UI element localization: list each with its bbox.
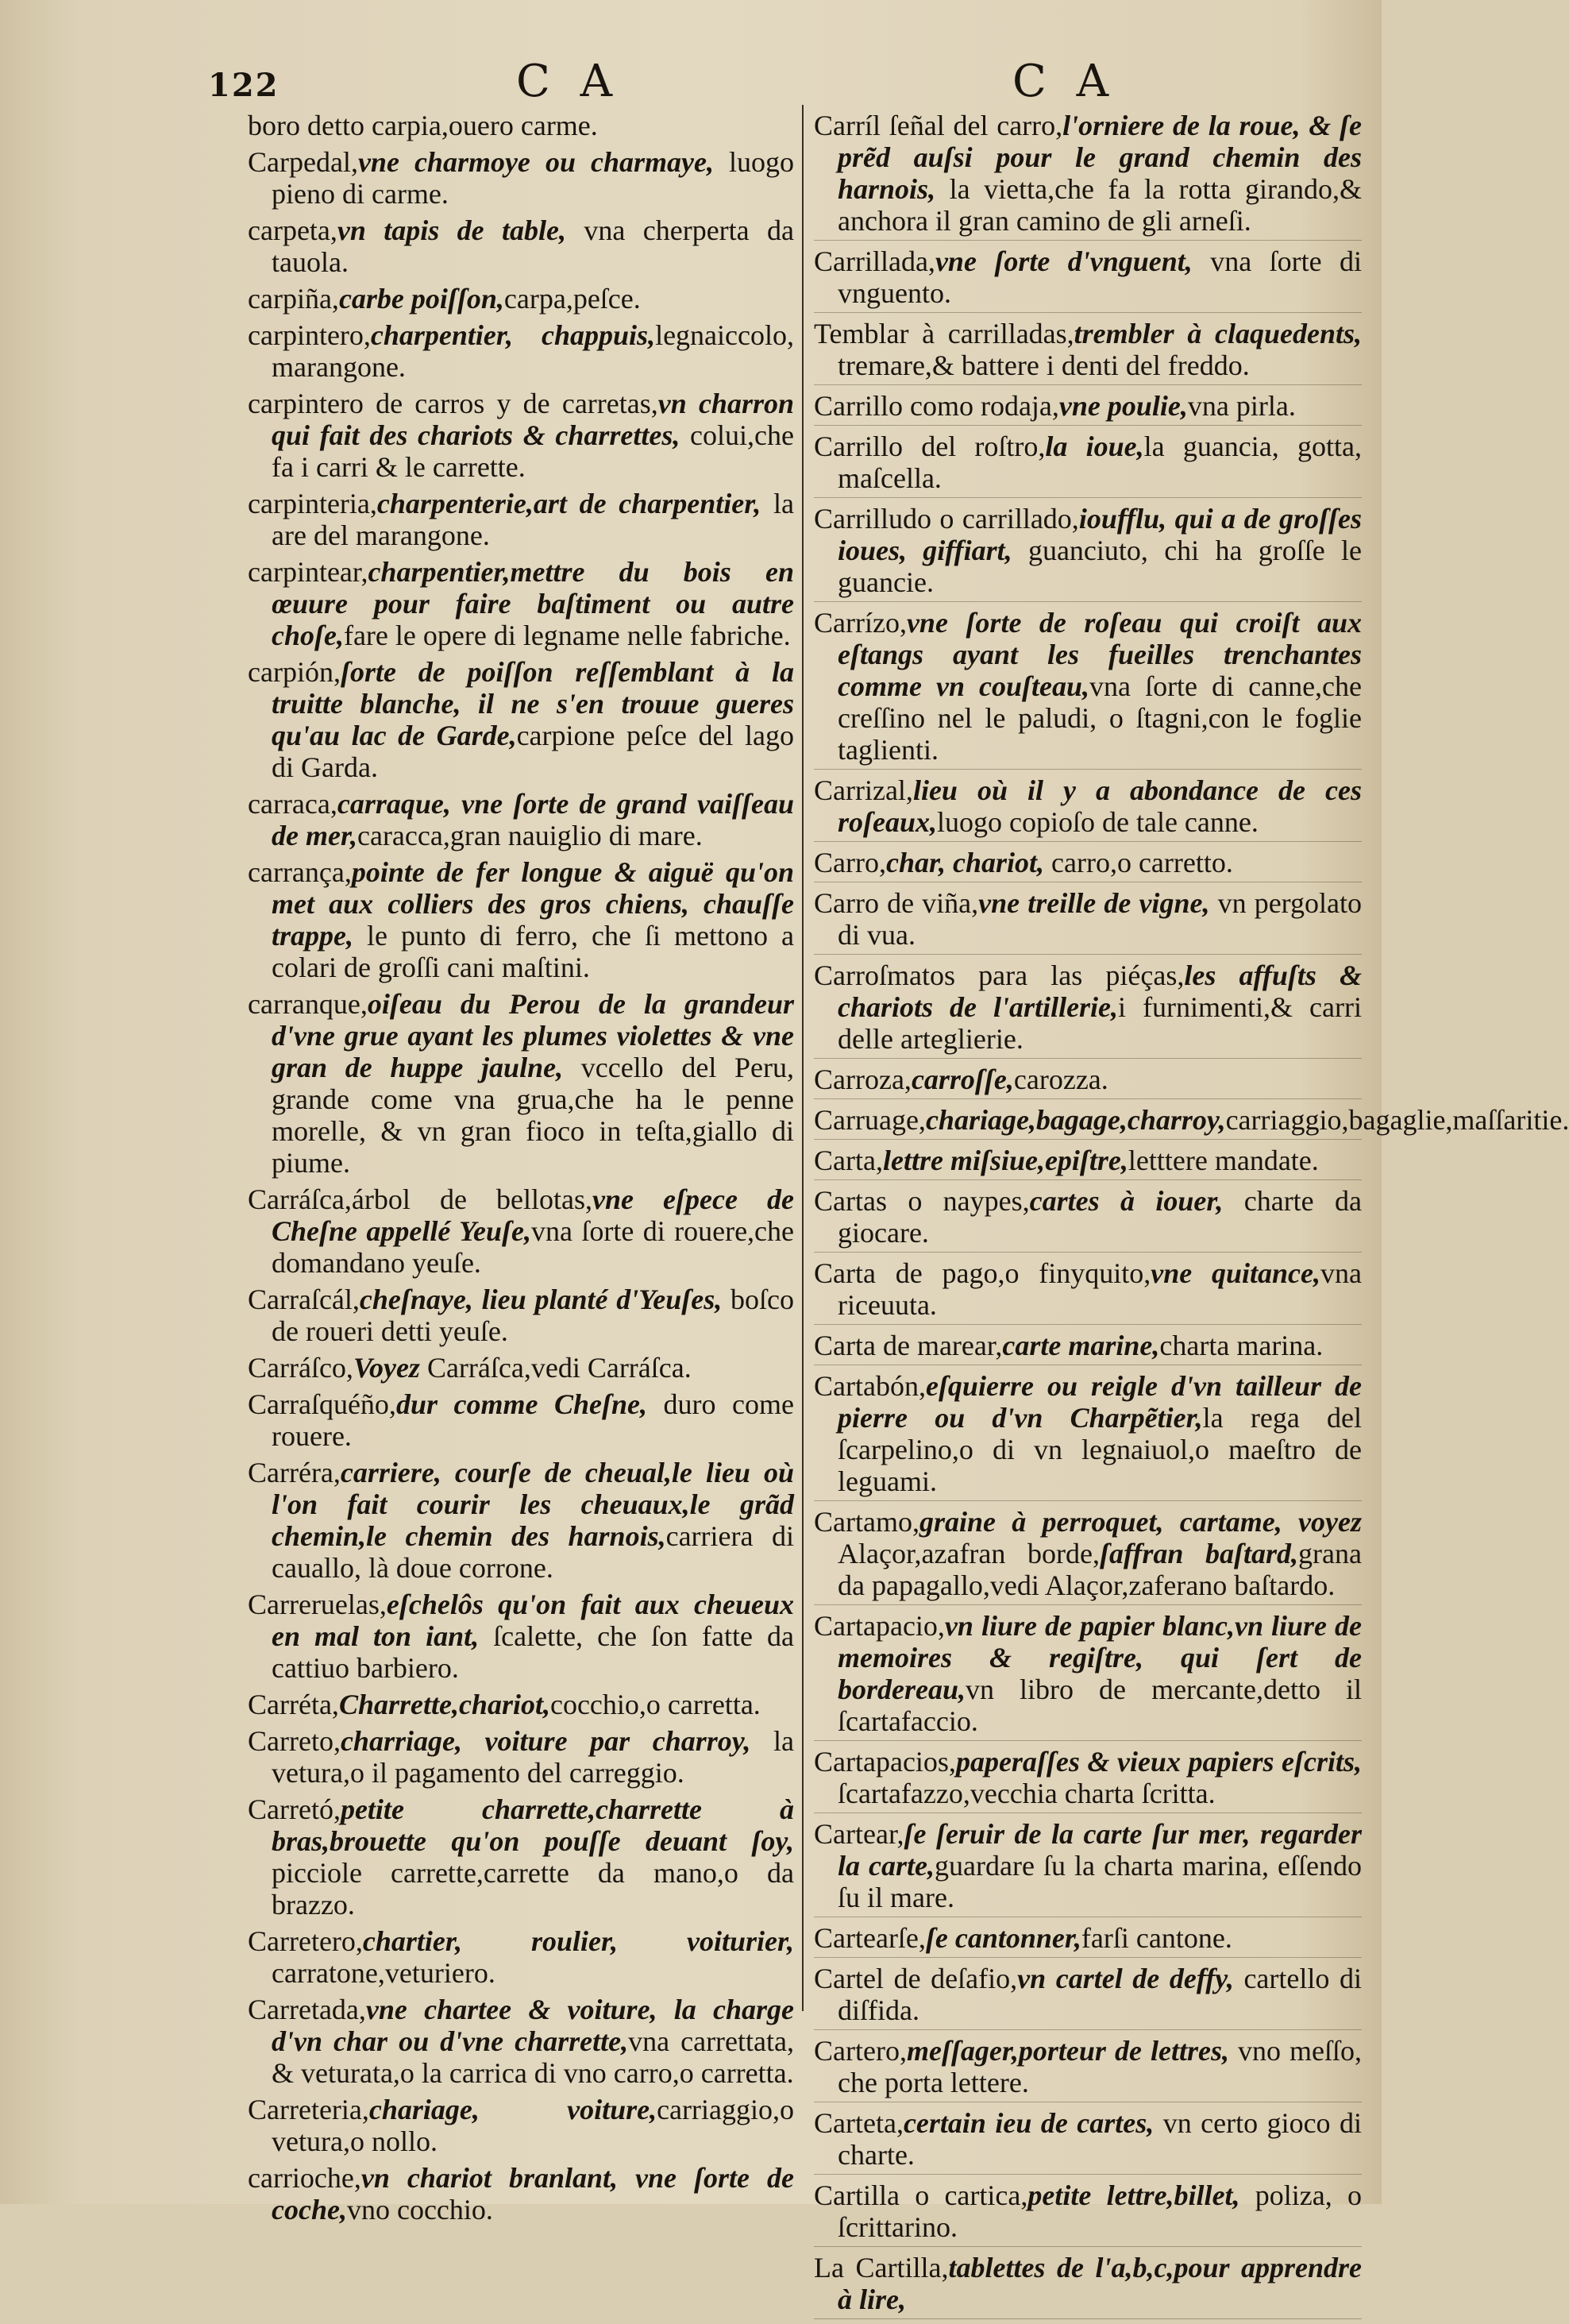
entry-french: Voyez (353, 1352, 420, 1384)
entry-french: vne eſpece de Cheſne appellé Yeuſe, (272, 1183, 794, 1247)
entry-italian: vna pirla. (1187, 390, 1296, 422)
dictionary-entry (248, 488, 794, 551)
entry-french: certain ieu de cartes, (903, 2107, 1155, 2139)
entry-italian: poliza, o ſcrittarino. (838, 2179, 1363, 2243)
entry-headword: Carta de marear, (814, 1330, 1003, 1361)
entry-headword: Cartel de deſafio, (814, 1963, 1018, 1994)
entry-headword: carpión, (248, 656, 341, 688)
entry-headword: Carreto, (248, 1725, 341, 1757)
dictionary-entry (814, 503, 1362, 602)
dictionary-entry (814, 1330, 1362, 1365)
entry-italian: letttere mandate. (1128, 1145, 1319, 1176)
entry-french: ioufflu, qui a de groſſes ioues, giffiart, (838, 503, 1362, 566)
dictionary-entry (248, 388, 794, 483)
entry-headword: Carrillo del roſtro, (814, 430, 1046, 462)
dictionary-entry (248, 2162, 794, 2226)
entry-headword: Carruage, (814, 1104, 926, 1136)
entry-french: lettre miſsiue,epiſtre, (882, 1145, 1128, 1176)
entry-italian: vn pergolato di vua. (838, 887, 1362, 951)
dictionary-entry (814, 110, 1362, 241)
entry-french: la ioue, (1045, 430, 1144, 462)
dictionary-entry (248, 856, 794, 983)
entry-italian: Carráſca,vedi Carráſca. (419, 1352, 692, 1384)
dictionary-entry (814, 847, 1362, 882)
entry-italian: vno cocchio. (346, 2194, 493, 2226)
entry-italian: la rega del ſcarpelino,o di vn legnaiuol,o maeſtro de leguami. (838, 1402, 1363, 1497)
entry-italian: guanciuto, chi ha groſſe le guancie. (838, 535, 1362, 598)
dictionary-entry (248, 1183, 794, 1279)
running-head-right: C A (1012, 56, 1117, 107)
entry-italian: vna ſorte di canne,che creſſino nel le paludi, o ſtagni,con le foglie taglienti. (838, 670, 1363, 766)
entry-italian: charta marina. (1159, 1330, 1324, 1361)
entry-italian: ſcartafazzo,vecchia charta ſcritta. (838, 1778, 1216, 1809)
entry-headword: carpintero de carros y de carretas, (248, 388, 658, 419)
entry-headword: Carraſquéño, (248, 1388, 396, 1420)
dictionary-entry (814, 1104, 1569, 1140)
entry-italian: cartello di diſfida. (838, 1963, 1362, 2026)
dictionary-entry (248, 2094, 794, 2157)
entry-italian: la vietta,che fa la rotta girando,& anchora il gran camino de gli arneſi. (838, 173, 1362, 237)
entry-italian: legnaiccolo, marangone. (272, 319, 794, 383)
entry-italian: picciole carrette,carrette da mano,o da brazzo. (272, 1857, 794, 1921)
entry-headword: Carríl ſeñal del carro, (814, 110, 1063, 141)
entry-italian: vna ſorte di vnguento. (838, 245, 1363, 309)
entry-french: dur comme Cheſne, (395, 1388, 647, 1420)
entry-french: carte marine, (1002, 1330, 1160, 1361)
entry-headword: Carretó, (248, 1793, 341, 1825)
entry-french: chartier, roulier, voiturier, (362, 1925, 794, 1957)
entry-headword: Cartas o naypes, (814, 1185, 1030, 1217)
entry-italian: la are del marangone. (272, 488, 794, 551)
dictionary-entry (248, 1457, 794, 1584)
dictionary-entry (814, 1818, 1362, 1917)
dictionary-entry (248, 1925, 794, 1989)
dictionary-entry (814, 1185, 1362, 1253)
dictionary-entry (814, 318, 1362, 385)
entry-french: vn tapis de table, (337, 214, 567, 246)
entry-french: paperaſſes & vieux papiers eſcrits, (955, 1746, 1362, 1778)
entry-headword: La Cartilla, (814, 2252, 949, 2283)
entry-italian: vno meſſo, che porta lettere. (838, 2035, 1362, 2098)
entry-italian: guardare ſu la charta marina, eſſendo ſu il mare. (838, 1850, 1362, 1913)
entry-french: vne treille de vigne, (978, 887, 1210, 919)
entry-french: charriage, voiture par charroy, (340, 1725, 751, 1757)
entry-italian: charte da giocare. (838, 1185, 1362, 1249)
entry-headword: carpeta, (248, 214, 337, 246)
entry-headword: carpinteria, (248, 488, 377, 519)
dictionary-entry (248, 283, 794, 315)
entry-italian: i furnimenti,& carri delle arteglierie. (838, 991, 1362, 1055)
entry-italian: carratone,veturiero. (272, 1957, 495, 1989)
page-header (0, 56, 1382, 111)
entry-french: vne poulie, (1058, 390, 1188, 422)
entry-headword: carranque, (248, 988, 368, 1020)
entry-italian: caracca,gran nauiglio di mare. (357, 820, 703, 851)
entry-italian: carpa,peſce. (503, 283, 641, 315)
entry-headword: Carta de pago,o finyquito, (814, 1257, 1151, 1289)
dictionary-entry (814, 245, 1362, 313)
entry-italian: cocchio,o carretta. (549, 1689, 761, 1720)
entry-italian: vn libro de mercante,detto il ſcartafaccio. (838, 1674, 1362, 1737)
dictionary-entry (814, 1963, 1362, 2030)
dictionary-entry (248, 1352, 794, 1384)
entry-headword: Cartero, (814, 2035, 907, 2067)
entry-french: eſquierre ou reigle d'vn tailleur de pierre ou d'vn Charpẽtier, (838, 1370, 1362, 1434)
dictionary-entry (814, 1506, 1362, 1605)
entry-french: tablettes de l'a,b,c,pour apprendre à lire, (838, 2252, 1363, 2315)
dictionary-entry (248, 788, 794, 851)
dictionary-entry (248, 988, 794, 1179)
entry-french: meſſager,porteur de lettres, (906, 2035, 1229, 2067)
dictionary-entry (248, 1994, 794, 2089)
dictionary-entry (814, 390, 1362, 426)
entry-headword: Cartilla o cartica, (814, 2179, 1028, 2211)
entry-french: carriere, courſe de cheual,le lieu où l'on fait courir les cheuaux,le grãd chemin,le chemin des harnois, (272, 1457, 794, 1552)
entry-french: vn charron qui fait des chariots & charrettes, (272, 388, 794, 451)
entry-italian: vna riceuuta. (838, 1257, 1362, 1321)
entry-headword: Cartapacios, (814, 1746, 956, 1778)
dictionary-entry (814, 1610, 1362, 1741)
dictionary-entry (248, 1284, 794, 1347)
column-divider (802, 105, 804, 2011)
entry-french: cartes à iouer, (1029, 1185, 1224, 1217)
dictionary-entry (248, 214, 794, 278)
entry-french: carroſſe, (911, 1064, 1014, 1095)
entry-italian: carriaggio,o vetura,o nollo. (272, 2094, 794, 2157)
dictionary-entry (814, 1370, 1362, 1501)
entry-french: ſe cantonner, (925, 1922, 1081, 1954)
entry-headword: Cartapacio, (814, 1610, 945, 1642)
entry-headword: Carréra, (248, 1457, 341, 1488)
entry-headword: Temblar à carrilladas, (814, 318, 1074, 349)
entry-headword: Carro de viña, (814, 887, 979, 919)
entry-italian: vna ſorte di rouere,che domandano yeuſe. (272, 1215, 794, 1279)
entry-headword: carpiña, (248, 283, 339, 315)
entry-french: cheſnaye, lieu planté d'Yeuſes, (359, 1284, 723, 1315)
entry-headword: Carro, (814, 847, 886, 878)
entry-french: graine à perroquet, cartame, voyez (919, 1506, 1362, 1538)
entry-french: charpenterie,art de charpentier, (376, 488, 761, 519)
entry-headword: carpintero, (248, 319, 371, 351)
entry-french: petite charrette,charrette à bras,brouette qu'on pouſſe deuant ſoy, (272, 1793, 794, 1857)
entry-italian: fare le opere di legname nelle fabriche. (343, 620, 791, 651)
entry-french: pointe de fer longue & aiguë qu'on met aux colliers des gros chiens, chauſſe trappe, (272, 856, 794, 952)
entry-italian: luogo pieno di carme. (272, 146, 794, 210)
entry-french: vn liure de papier blanc,vn liure de memoires & regiſtre, qui ſert de bordereau, (838, 1610, 1362, 1705)
entry-italian: luogo copioſo de tale canne. (937, 806, 1259, 838)
entry-italian: carriera di cauallo, là doue corrone. (272, 1520, 794, 1584)
dictionary-entry (814, 607, 1362, 770)
entry-headword: Carroſmatos para las piéças, (814, 959, 1185, 991)
entry-french: Charrette,chariot, (338, 1689, 550, 1720)
entry-italian: Alaçor,azafran borde, (838, 1538, 1101, 1569)
entry-headword: Cartamo, (814, 1506, 919, 1538)
page-number: 122 (208, 67, 279, 104)
entry-french: charpentier, chappuis, (370, 319, 656, 351)
entry-french: ſaffran baſtard, (1100, 1538, 1299, 1569)
entry-headword: Carráſco, (248, 1352, 353, 1384)
dictionary-entry (814, 2107, 1362, 2175)
entry-italian: farſi cantone. (1081, 1922, 1232, 1954)
right-column (814, 110, 1569, 2324)
entry-italian: vna cherperta da tauola. (272, 214, 794, 278)
entry-headword: Cartearſe, (814, 1922, 926, 1954)
entry-french: vne quitance, (1151, 1257, 1321, 1289)
entry-italian: árbol de bellotas, (351, 1183, 592, 1215)
entry-french: carbe poiſſon, (338, 283, 504, 315)
dictionary-entry (814, 887, 1362, 955)
dictionary-entry (248, 146, 794, 210)
entry-headword: Carrízo, (814, 607, 907, 639)
entry-italian: vna carrettata, & veturata,o la carrica di vno carro,o carretta. (272, 2025, 794, 2089)
entry-italian: la vetura,o il pagamento del carreggio. (272, 1725, 794, 1789)
dictionary-entry (814, 2179, 1362, 2247)
entry-headword: Carretada, (248, 1994, 366, 2025)
entry-french: oiſeau du Perou de la grandeur d'vne grue ayant les plumes violettes & vne gran de huppe jaulne, (272, 988, 794, 1083)
entry-headword: Cartear, (814, 1818, 904, 1850)
dictionary-entry (248, 1725, 794, 1789)
entry-italian: la guancia, gotta, maſcella. (838, 430, 1362, 494)
entry-headword: carraca, (248, 788, 337, 820)
entry-italian: le punto di ferro, che ſi mettono a colari de groſſi cani maſtini. (272, 920, 794, 983)
dictionary-entry (248, 556, 794, 651)
entry-italian: carpione peſce del lago di Garda. (272, 720, 794, 783)
entry-french: char, chariot, (885, 847, 1045, 878)
entry-headword: carpintear, (248, 556, 368, 588)
entry-text: boro detto carpia,ouero carme. (248, 110, 598, 141)
dictionary-entry (814, 1145, 1362, 1180)
entry-italian: ſcalette, che ſon fatte da cattiuo barbiero. (272, 1620, 794, 1684)
entry-italian: boſco de roueri detti yeuſe. (272, 1284, 794, 1347)
running-head-left: C A (516, 56, 621, 107)
entry-french: eſchelôs qu'on fait aux cheueux en mal ton iant, (272, 1589, 794, 1652)
dictionary-entry (814, 2252, 1362, 2319)
dictionary-entry (814, 1922, 1362, 1958)
entry-headword: Carpedal, (248, 146, 358, 178)
entry-french: vn cartel de deffy, (1017, 1963, 1234, 1994)
dictionary-entry (248, 656, 794, 783)
entry-headword: Carraſcál, (248, 1284, 360, 1315)
entry-french: petite lettre,billet, (1027, 2179, 1240, 2211)
entry-headword: carrioche, (248, 2162, 361, 2194)
entry-italian: carriaggio,bagaglie,maſſaritie. (1225, 1104, 1569, 1136)
entry-french: carraque, vne ſorte de grand vaiſſeau de mer, (272, 788, 794, 851)
entry-italian: tremare,& battere i denti del freddo. (838, 349, 1250, 381)
left-column (248, 110, 794, 2230)
entry-headword: Carrizal, (814, 774, 913, 806)
dictionary-entry (248, 1589, 794, 1684)
entry-french: vne ſorte de roſeau qui croiſt aux eſtangs ayant les fueilles trenchantes comme vn couſteau, (838, 607, 1362, 702)
entry-headword: Carrillada, (814, 245, 935, 277)
entry-headword: Carreruelas, (248, 1589, 387, 1620)
entry-french: ſorte de poiſſon reſſemblant à la truitte blanche, il ne s'en trouue gueres qu'au lac de Garde, (272, 656, 794, 751)
entry-headword: Carta, (814, 1145, 883, 1176)
dictionary-entry (814, 959, 1362, 1059)
dictionary-entry (248, 110, 794, 141)
dictionary-entry (248, 1388, 794, 1452)
entry-french: chariage, voiture, (368, 2094, 657, 2125)
entry-french: trembler à claquedents, (1074, 318, 1362, 349)
entry-italian: vn certo gioco di charte. (838, 2107, 1362, 2171)
dictionary-entry (248, 1793, 794, 1921)
entry-french: vn chariot branlant, vne ſorte de coche, (272, 2162, 794, 2226)
entry-french: ſe ſeruir de la carte ſur mer, regarder la carte, (838, 1818, 1362, 1882)
entry-headword: Carrilludo o carrillado, (814, 503, 1079, 535)
entry-headword: Carroza, (814, 1064, 912, 1095)
entry-french: lieu où il y a abondance de ces roſeaux, (838, 774, 1362, 838)
dictionary-entry (814, 1746, 1362, 1813)
entry-headword: Carrillo como rodaja, (814, 390, 1059, 422)
entry-headword: carrança, (248, 856, 352, 888)
entry-french: l'orniere de la roue, & ſe prẽd auſsi pour le grand chemin des harnois, (838, 110, 1362, 205)
dictionary-entry (814, 774, 1362, 842)
entry-headword: Carréta, (248, 1689, 339, 1720)
entry-headword: Carretero, (248, 1925, 363, 1957)
entry-french: les affuſts & chariots de l'artillerie, (838, 959, 1363, 1023)
dictionary-entry (248, 1689, 794, 1720)
entry-headword: Carreteria, (248, 2094, 369, 2125)
dictionary-entry (814, 430, 1362, 498)
entry-french: vne chartee & voiture, la charge d'vn char ou d'vne charrette, (272, 1994, 794, 2057)
entry-french: vne charmoye ou charmaye, (357, 146, 714, 178)
entry-italian: duro come rouere. (272, 1388, 794, 1452)
entry-italian: carozza. (1013, 1064, 1108, 1095)
entry-italian: grana da papagallo,vedi Alaçor,zaferano baſtardo. (838, 1538, 1362, 1601)
entry-headword: Cartabón, (814, 1370, 926, 1402)
entry-headword: Carráſca, (248, 1183, 352, 1215)
dictionary-entry (814, 1064, 1362, 1099)
dictionary-entry (248, 319, 794, 383)
dictionary-entry (814, 2035, 1362, 2102)
entry-french: charpentier,mettre du bois en œuure pour faire baſtiment ou autre choſe, (272, 556, 794, 651)
entry-french: vne ſorte d'vnguent, (935, 245, 1193, 277)
entry-french: chariage,bagage,charroy, (925, 1104, 1226, 1136)
entry-italian: vccello del Peru, grande come vna grua,che ha le penne morelle, & vn gran fioco in teſta,giallo di piume. (272, 1052, 794, 1179)
entry-headword: Carteta, (814, 2107, 904, 2139)
dictionary-entry (814, 1257, 1362, 1325)
entry-italian: carro,o carretto. (1044, 847, 1233, 878)
entry-italian: colui,che fa i carri & le carrette. (272, 419, 794, 483)
